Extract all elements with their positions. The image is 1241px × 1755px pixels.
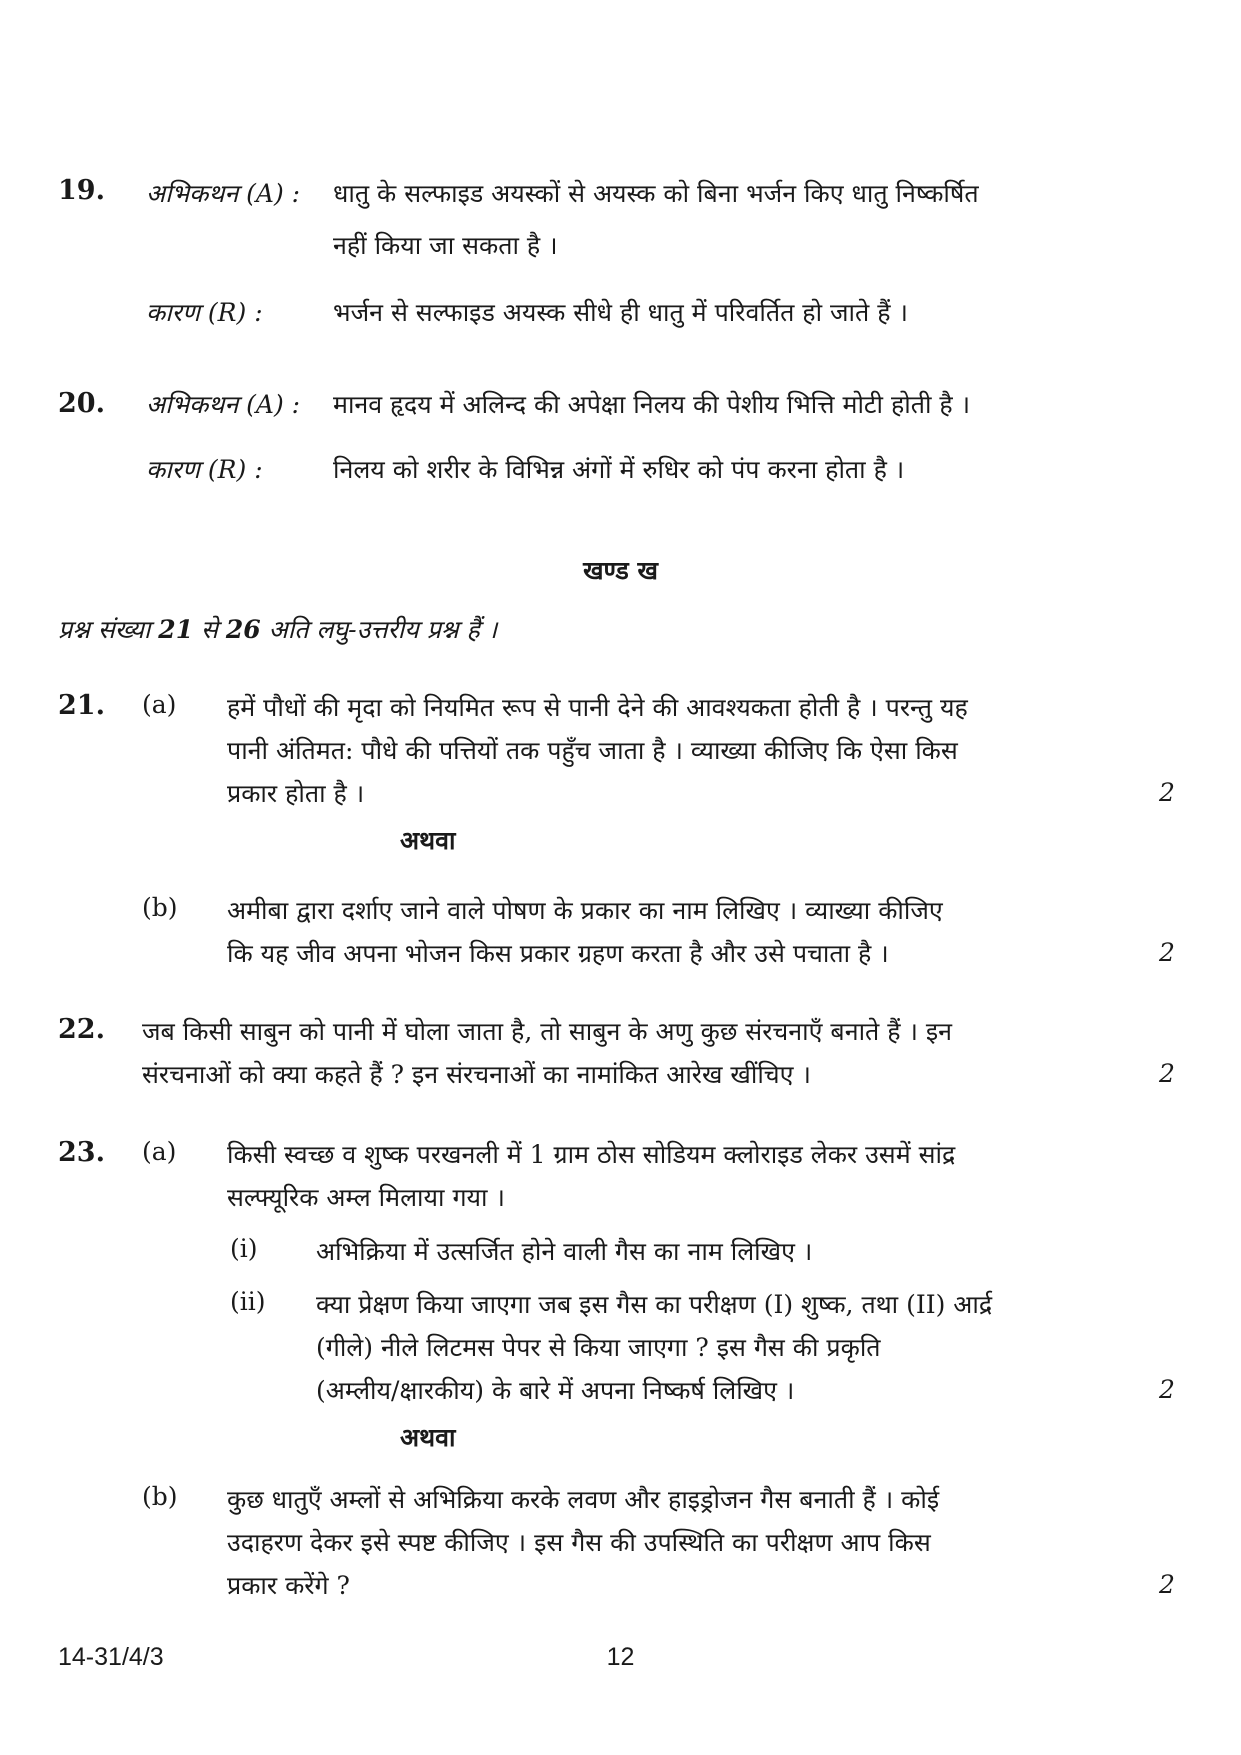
question-text: पानी अंतिमत: पौधे की पत्तियों तक पहुँच जाता है । व्याख्या कीजिए कि ऐसा किस	[227, 736, 958, 765]
question-text: प्रकार करेंगे ?	[227, 1571, 350, 1600]
question-text: कि यह जीव अपना भोजन किस प्रकार ग्रहण करता है और उसे पचाता है ।	[227, 939, 889, 968]
assertion-text: मानव हृदय में अलिन्द की अपेक्षा निलय की पेशीय भित्ति मोटी होती है ।	[333, 390, 971, 419]
sub-part-i-label: (i)	[230, 1234, 258, 1263]
marks: 2	[1159, 778, 1175, 807]
marks: 2	[1159, 938, 1175, 967]
part-b-label: (b)	[142, 1482, 178, 1511]
paper-code: 14-31/4/3	[58, 1643, 164, 1671]
question-text: संरचनाओं को क्या कहते हैं ? इन संरचनाओं का नामांकित आरेख खींचिए ।	[142, 1060, 811, 1089]
or-separator: अथवा	[400, 826, 456, 855]
page-number: 12	[606, 1643, 635, 1671]
intro-suffix: अति लघु-उत्तरीय प्रश्न हैं ।	[260, 615, 498, 644]
intro-prefix: प्रश्न संख्या	[58, 615, 159, 644]
marks: 2	[1159, 1059, 1175, 1088]
question-number-23: 23.	[58, 1137, 105, 1168]
marks: 2	[1159, 1570, 1175, 1599]
part-a-label: (a)	[142, 690, 177, 719]
question-text: अभिक्रिया में उत्सर्जित होने वाली गैस का नाम लिखिए ।	[316, 1237, 813, 1266]
question-text: उदाहरण देकर इसे स्पष्ट कीजिए । इस गैस की उपस्थिति का परीक्षण आप किस	[227, 1528, 931, 1557]
or-separator: अथवा	[400, 1423, 456, 1452]
marks: 2	[1159, 1375, 1175, 1404]
question-number-20: 20.	[58, 388, 105, 419]
intro-middle: से	[193, 615, 226, 644]
reason-text: भर्जन से सल्फाइड अयस्क सीधे ही धातु में परिवर्तित हो जाते हैं ।	[333, 298, 908, 327]
question-text: अमीबा द्वारा दर्शाए जाने वाले पोषण के प्रकार का नाम लिखिए । व्याख्या कीजिए	[227, 896, 943, 925]
assertion-text: नहीं किया जा सकता है ।	[333, 231, 558, 260]
intro-end-number: 26	[225, 615, 261, 644]
section-intro	[58, 612, 497, 646]
sub-part-ii-label: (ii)	[230, 1287, 266, 1316]
assertion-text: धातु के सल्फाइड अयस्कों से अयस्क को बिना भर्जन किए धातु निष्कर्षित	[333, 179, 979, 208]
part-a-label: (a)	[142, 1137, 177, 1166]
question-text: (अम्लीय/क्षारकीय) के बारे में अपना निष्कर्ष लिखिए ।	[316, 1376, 795, 1405]
question-text: सल्फ्यूरिक अम्ल मिलाया गया ।	[227, 1183, 505, 1212]
question-text: जब किसी साबुन को पानी में घोला जाता है, तो साबुन के अणु कुछ संरचनाएँ बनाते हैं । इन	[142, 1017, 953, 1046]
question-text: क्या प्रेक्षण किया जाएगा जब इस गैस का परीक्षण (I) शुष्क, तथा (II) आर्द्र	[316, 1290, 993, 1319]
question-number-22: 22.	[58, 1014, 105, 1045]
intro-start-number: 21	[158, 615, 194, 644]
reason-label: कारण (R) :	[146, 298, 263, 327]
question-number-19: 19.	[58, 175, 105, 206]
question-text: प्रकार होता है ।	[227, 779, 365, 808]
question-text: कुछ धातुएँ अम्लों से अभिक्रिया करके लवण और हाइड्रोजन गैस बनाती हैं । कोई	[227, 1485, 940, 1514]
reason-text: निलय को शरीर के विभिन्न अंगों में रुधिर को पंप करना होता है ।	[333, 455, 905, 484]
reason-label: कारण (R) :	[146, 455, 263, 484]
assertion-label: अभिकथन (A) :	[146, 179, 301, 208]
question-text: (गीले) नीले लिटमस पेपर से किया जाएगा ? इस गैस की प्रकृति	[316, 1333, 881, 1362]
part-b-label: (b)	[142, 893, 178, 922]
question-number-21: 21.	[58, 690, 105, 721]
question-text: हमें पौधों की मृदा को नियमित रूप से पानी देने की आवश्यकता होती है । परन्तु यह	[227, 693, 968, 722]
section-heading: खण्ड ख	[583, 556, 658, 585]
assertion-label: अभिकथन (A) :	[146, 390, 301, 419]
question-text: किसी स्वच्छ व शुष्क परखनली में 1 ग्राम ठोस सोडियम क्लोराइड लेकर उसमें सांद्र	[227, 1140, 956, 1169]
